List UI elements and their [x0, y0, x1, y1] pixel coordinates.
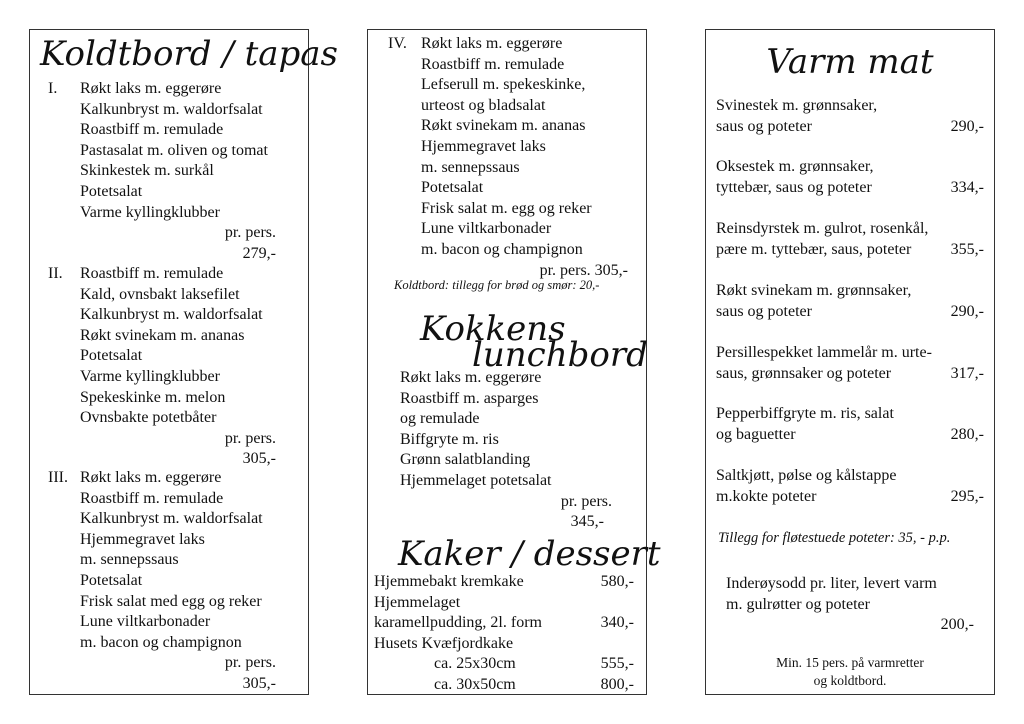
dish-line: Svinestek m. grønnsaker,	[716, 97, 878, 114]
menu-item: Skinkestek m. surkål	[80, 162, 214, 180]
section-numeral: III.	[48, 469, 68, 486]
inderoy-line: m. gulrøtter og poteter	[726, 595, 870, 613]
menu-item: Kalkunbryst m. waldorfsalat	[80, 100, 263, 118]
menu-item: Lune viltkarbonader	[421, 220, 552, 238]
inderoy-line: Inderøysodd pr. liter, levert varm	[726, 575, 937, 592]
menu-item: Hjemmelaget potetsalat	[400, 471, 552, 489]
dish-line: Pepperbiffgryte m. ris, salat	[716, 405, 894, 422]
min-line: Min. 15 pers. på varmretter	[776, 655, 924, 670]
section-price: 305,-	[242, 450, 276, 468]
menu-item: Varme kyllingklubber	[80, 367, 220, 385]
menu-item: Hjemmegravet laks	[80, 530, 205, 548]
menu-item: Spekeskinke m. melon	[80, 388, 226, 406]
dish	[716, 343, 984, 384]
koldtbord-title: Koldtbord / tapas	[40, 34, 338, 74]
cake-label: Husets Kvæfjordkake	[374, 634, 514, 652]
dish-price: 355,-	[950, 240, 984, 258]
dish-line: saus og poteter	[716, 302, 812, 320]
cake-price: 340,-	[600, 614, 634, 632]
lunch-title-line2: lunchbord	[472, 335, 648, 375]
menu-item: Roastbiff m. remulade	[80, 121, 224, 139]
varm-title: Varm mat	[766, 42, 934, 82]
menu-item: Røkt svinekam m. ananas	[80, 326, 245, 344]
menu-item: Lune viltkarbonader	[80, 613, 211, 631]
menu-item: Kalkunbryst m. waldorfsalat	[80, 306, 263, 324]
menu-item: m. bacon og champignon	[421, 240, 583, 258]
cake-row	[374, 675, 634, 696]
cake-row	[374, 613, 634, 634]
menu-item: Roastbiff m. remulade	[80, 489, 224, 507]
cake-row	[374, 593, 634, 614]
section-numeral: IV.	[388, 35, 407, 52]
lunch-title-line1: Kokkens	[420, 309, 566, 349]
cake-label: ca. 30x50cm	[434, 675, 516, 693]
dish-price: 334,-	[950, 178, 984, 196]
menu-item: Roastbiff m. remulade	[421, 55, 565, 73]
menu-item: Røkt svinekam m. ananas	[421, 117, 586, 135]
menu-item: Røkt laks m. eggerøre	[400, 369, 542, 386]
menu-item: Frisk salat m. egg og reker	[421, 199, 592, 217]
cake-row	[374, 654, 634, 675]
dish-line: m.kokte poteter	[716, 487, 817, 505]
menu-item: Lefserull m. spekeskinke,	[421, 76, 586, 94]
menu-item: Kald, ovnsbakt laksefilet	[80, 285, 240, 303]
cake-label: Hjemmebakt kremkake	[374, 573, 524, 590]
menu-item: Grønn salatblanding	[400, 451, 531, 469]
menu-item: Frisk salat med egg og reker	[80, 592, 262, 610]
minimum-note	[706, 654, 994, 690]
menu-item: Pastasalat m. oliven og tomat	[80, 141, 268, 159]
cake-price: 580,-	[600, 573, 634, 590]
menu-item: og remulade	[400, 410, 480, 428]
menu-item: m. bacon og champignon	[80, 633, 242, 651]
dish	[716, 157, 984, 198]
section-price: 279,-	[242, 244, 276, 262]
menu-item: m. sennepssaus	[80, 551, 179, 569]
dish-line: Oksestek m. grønnsaker,	[716, 158, 874, 175]
per-person-label: pr. pers.	[224, 654, 276, 672]
dish-price: 290,-	[950, 117, 984, 135]
menu-item: Ovnsbakte potetbåter	[80, 409, 217, 427]
per-person-label: pr. pers.	[224, 429, 276, 447]
dish-price: 290,-	[950, 302, 984, 320]
menu-item: Potetsalat	[80, 347, 143, 365]
koldtbord-panel	[29, 29, 338, 695]
dish-price: 295,-	[950, 487, 984, 505]
menu-item: Hjemmegravet laks	[421, 137, 546, 155]
tillegg-note: Tillegg for fløtestuede poteter: 35, - p.p.	[718, 530, 951, 546]
menu-item: Potetsalat	[80, 182, 143, 200]
dish-price: 280,-	[950, 425, 984, 443]
dish-line: Saltkjøtt, pølse og kålstappe	[716, 467, 897, 484]
cake-price: 555,-	[600, 655, 634, 673]
menu-item: Varme kyllingklubber	[80, 203, 220, 221]
menu-item: Røkt laks m. eggerøre	[421, 35, 563, 52]
menu-item: Biffgryte m. ris	[400, 430, 499, 448]
dish-line: Persillespekket lammelår m. urte-	[716, 344, 932, 361]
menu-item: Roastbiff m. remulade	[80, 265, 224, 282]
per-person-label: pr. pers.	[224, 224, 276, 242]
dish-line: og baguetter	[716, 425, 796, 443]
dish	[716, 219, 984, 260]
dish-line: Røkt svinekam m. grønnsaker,	[716, 282, 912, 299]
section-price: pr. pers. 305,-	[539, 261, 628, 279]
dish-line: saus, grønnsaker og poteter	[716, 364, 892, 382]
menu-item: Potetsalat	[80, 571, 143, 589]
section-numeral: I.	[48, 80, 58, 97]
cake-label: karamellpudding, 2l. form	[374, 614, 542, 632]
menu-item: Kalkunbryst m. waldorfsalat	[80, 510, 263, 528]
menu-item: Potetsalat	[421, 179, 484, 197]
dish-price: 317,-	[950, 364, 984, 382]
menu-item: Røkt laks m. eggerøre	[80, 80, 222, 97]
menu-item: Roastbiff m. asparges	[400, 389, 539, 407]
section-numeral: II.	[48, 265, 63, 282]
cake-label: ca. 25x30cm	[434, 655, 516, 673]
kaker-list	[374, 572, 634, 696]
dish-line: pære m. tyttebær, saus, poteter	[716, 240, 912, 258]
menu-item: m. sennepssaus	[421, 158, 520, 176]
lunch-items	[400, 368, 612, 533]
dish-line: tyttebær, saus og poteter	[716, 178, 872, 196]
varm-mat-panel	[705, 29, 995, 695]
dish-line: Reinsdyrstek m. gulrot, rosenkål,	[716, 220, 929, 237]
dish	[716, 466, 984, 507]
lunch-price: 345,-	[570, 513, 604, 531]
cake-row	[374, 572, 634, 593]
menu-item: urteost og bladsalat	[421, 96, 546, 114]
kaker-title: Kaker / dessert	[398, 534, 661, 574]
min-line: og koldtbord.	[813, 673, 887, 688]
dish	[716, 404, 984, 445]
dish	[716, 96, 984, 137]
cake-label: Hjemmelaget	[374, 593, 461, 611]
section-price: 305,-	[242, 674, 276, 692]
cake-price: 800,-	[600, 675, 634, 693]
inderoysodd	[726, 574, 974, 636]
koldtbord-note: Koldtbord: tillegg for brød og smør: 20,-	[394, 278, 600, 292]
per-person-label: pr. pers.	[560, 492, 612, 510]
menu-item: Røkt laks m. eggerøre	[80, 469, 222, 486]
cake-row	[374, 634, 634, 655]
middle-panel	[367, 29, 661, 695]
dish	[716, 281, 984, 322]
inderoy-price: 200,-	[940, 616, 974, 634]
dish-line: saus og poteter	[716, 117, 812, 135]
